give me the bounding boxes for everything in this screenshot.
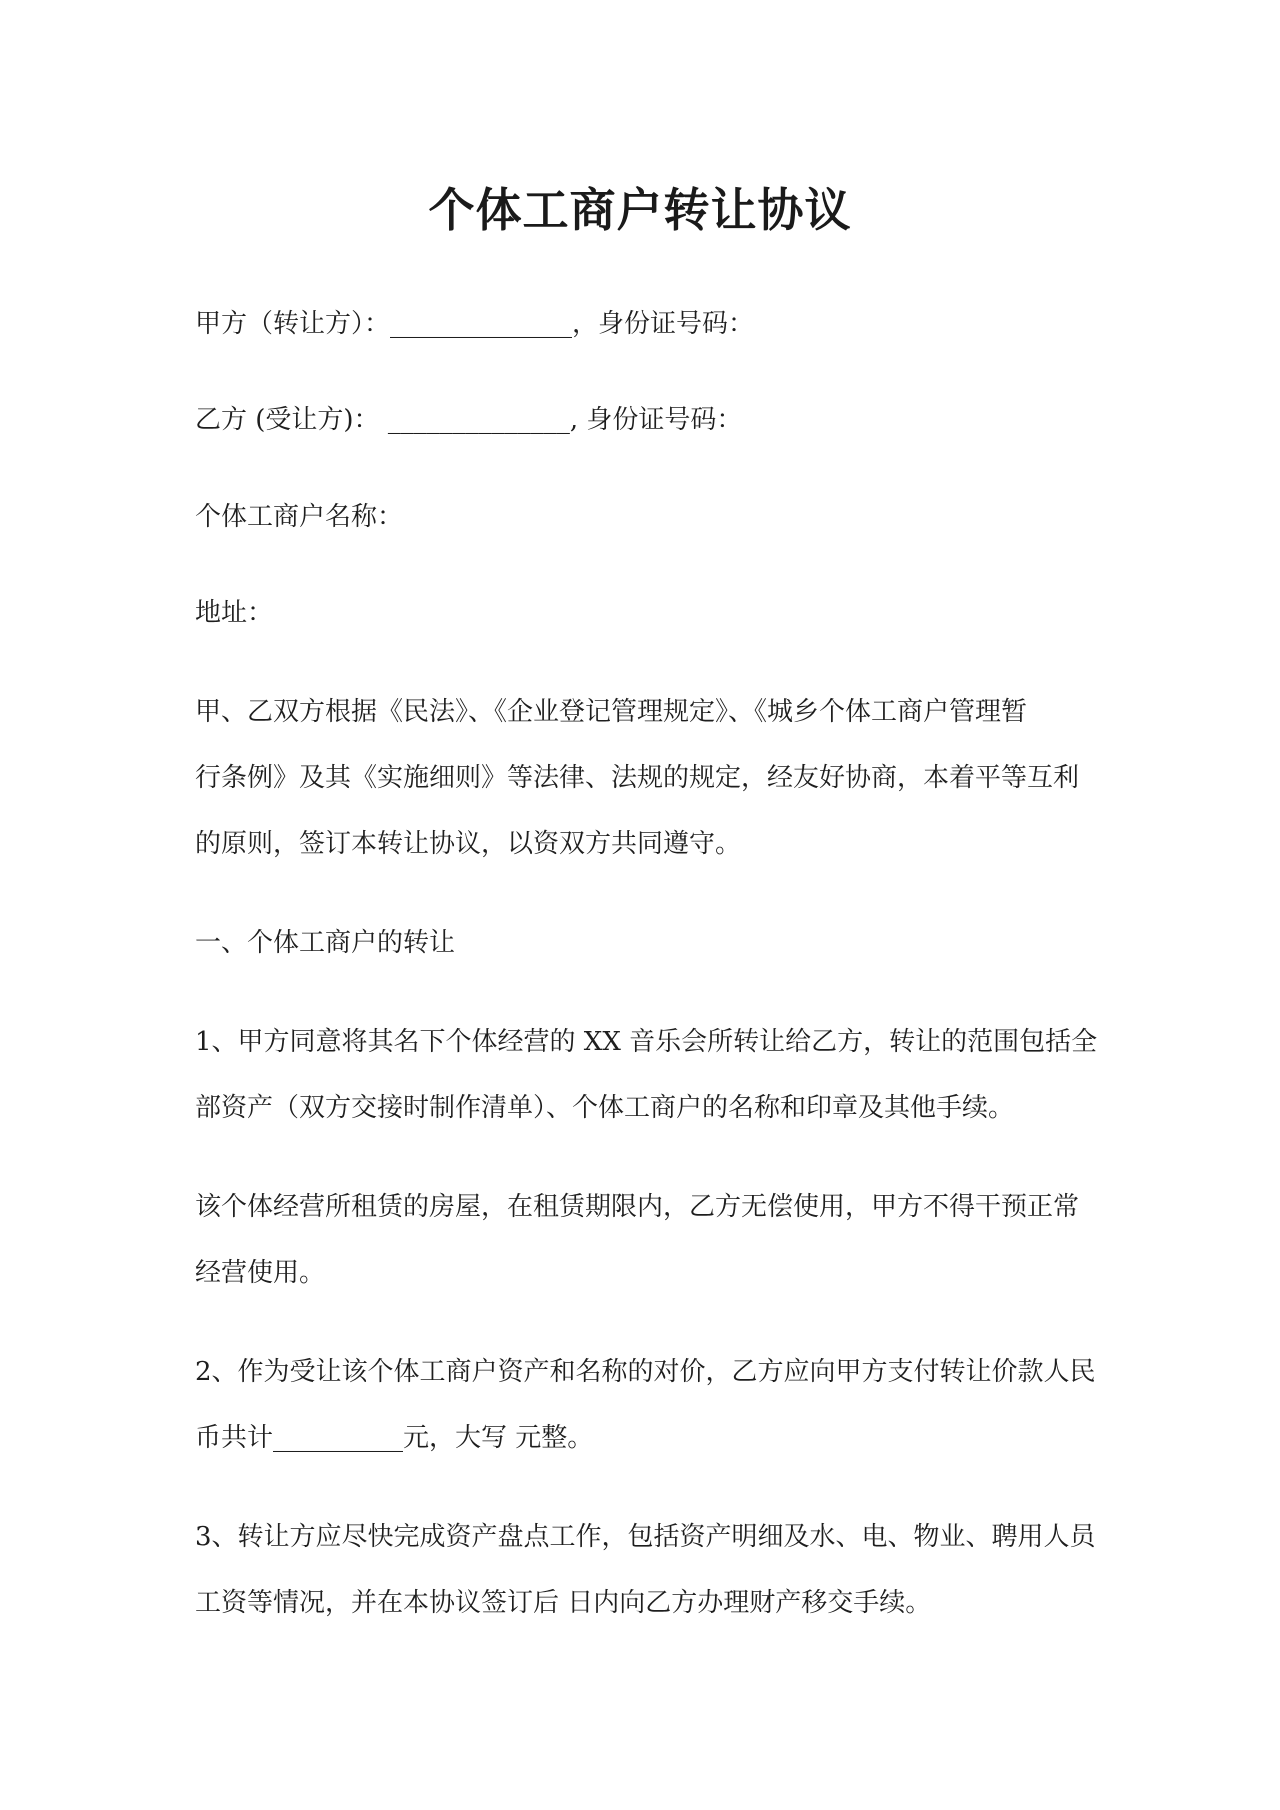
address-line: 地址： [195, 598, 274, 628]
preamble-line-2: 行条例》及其《实施细则》等法律、法规的规定，经友好协商，本着平等互利 [195, 763, 1080, 793]
clause-2-line-1: 2、作为受让该个体工商户资产和名称的对价，乙方应向甲方支付转让价款人民 [195, 1357, 1096, 1387]
preamble-line-3: 的原则，签订本转让协议，以资双方共同遵守。 [195, 829, 742, 859]
clause-3-line-1: 3、转让方应尽快完成资产盘点工作，包括资产明细及水、电、物业、聘用人员 [195, 1522, 1096, 1552]
clause-3-line-2: 工资等情况，并在本协议签订后 日内向乙方办理财产移交手续。 [195, 1588, 932, 1618]
clause-1-note-line-1: 该个体经营所租赁的房屋，在租赁期限内，乙方无偿使用，甲方不得干预正常 [195, 1192, 1080, 1222]
business-name-line: 个体工商户名称： [195, 502, 404, 532]
party-b-line: 乙方 (受让方)： ______________, 身份证号码： [195, 405, 743, 435]
clause-1-line-1: 1、甲方同意将其名下个体经营的 XX 音乐会所转让给乙方，转让的范围包括全 [195, 1027, 1098, 1057]
section-1-heading: 一、个体工商户的转让 [195, 928, 456, 958]
document-title: 个体工商户转让协议 [428, 183, 852, 237]
clause-1-note-line-2: 经营使用。 [195, 1258, 326, 1288]
clause-2-line-2: 币共计__________元，大写 元整。 [195, 1423, 594, 1453]
preamble-line-1: 甲、乙双方根据《民法》、《企业登记管理规定》、《城乡个体工商户管理暂 [195, 697, 1028, 727]
clause-1-line-2: 部资产（双方交接时制作清单）、个体工商户的名称和印章及其他手续。 [195, 1093, 1015, 1123]
party-a-line: 甲方（转让方）：______________，身份证号码： [195, 309, 755, 339]
